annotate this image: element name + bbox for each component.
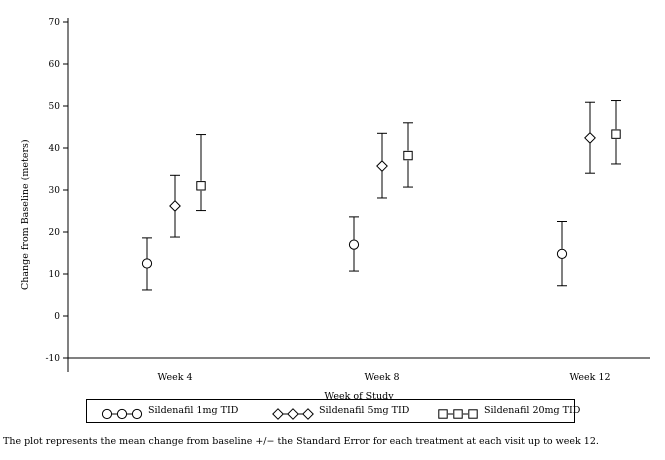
y-tick-label: 0 (54, 312, 60, 323)
x-category-label: Week 12 (569, 372, 611, 383)
marker-backdrop (611, 129, 621, 139)
y-tick-label: 10 (48, 270, 60, 281)
data-point-group (557, 222, 567, 286)
legend-marker-backdrop (273, 409, 283, 419)
legend-marker-backdrop (303, 409, 313, 419)
y-tick-label: 60 (48, 60, 60, 71)
legend-symbol-svg (272, 408, 314, 420)
marker-backdrop (196, 181, 206, 191)
figure-caption: The plot represents the mean change from baseline +/− the Standard Error for each treatment at each visit up to week 12. (3, 436, 599, 447)
legend-label: Sildenafil 5mg TID (319, 405, 410, 416)
data-point-group (377, 133, 387, 198)
data-point-group (349, 217, 359, 271)
y-tick-label: 30 (48, 186, 60, 197)
legend-label: Sildenafil 1mg TID (148, 405, 239, 416)
marker-backdrop (585, 133, 595, 143)
marker-backdrop (377, 161, 387, 171)
marker-backdrop (403, 151, 413, 161)
data-point-group (142, 238, 152, 290)
marker-backdrop (170, 201, 180, 211)
y-tick-label: 40 (48, 144, 60, 155)
chart-legend (86, 399, 581, 423)
data-point-group (403, 123, 413, 187)
legend-marker-square-icon (437, 405, 479, 417)
legend-entry (101, 404, 238, 418)
y-axis-label: Change from Baseline (meters) (20, 139, 31, 290)
legend-marker-diamond-icon (272, 405, 314, 417)
y-tick-label: 50 (48, 102, 60, 113)
legend-marker-backdrop (438, 409, 448, 419)
legend-marker-backdrop (468, 409, 478, 419)
y-axis-label-wrapper (6, 100, 31, 300)
y-tick-label: 70 (48, 18, 60, 29)
y-tick-label: -10 (45, 354, 60, 365)
legend-label: Sildenafil 20mg TID (484, 405, 581, 416)
legend-entry (437, 404, 580, 418)
legend-marker-circle-icon (101, 405, 143, 417)
x-axis-label: Week of Study (324, 391, 394, 400)
y-tick-label: 20 (48, 228, 60, 239)
legend-symbol-svg (437, 408, 479, 420)
legend-marker-backdrop (288, 409, 298, 419)
legend-marker-backdrop (453, 409, 463, 419)
data-point-group (196, 135, 206, 211)
x-category-label: Week 4 (157, 372, 193, 383)
x-category-label: Week 8 (364, 372, 400, 383)
data-point-group (170, 175, 180, 237)
data-point-group (585, 102, 595, 173)
legend-entry (272, 404, 409, 418)
data-point-group (611, 101, 621, 164)
legend-symbol-svg (101, 408, 143, 420)
